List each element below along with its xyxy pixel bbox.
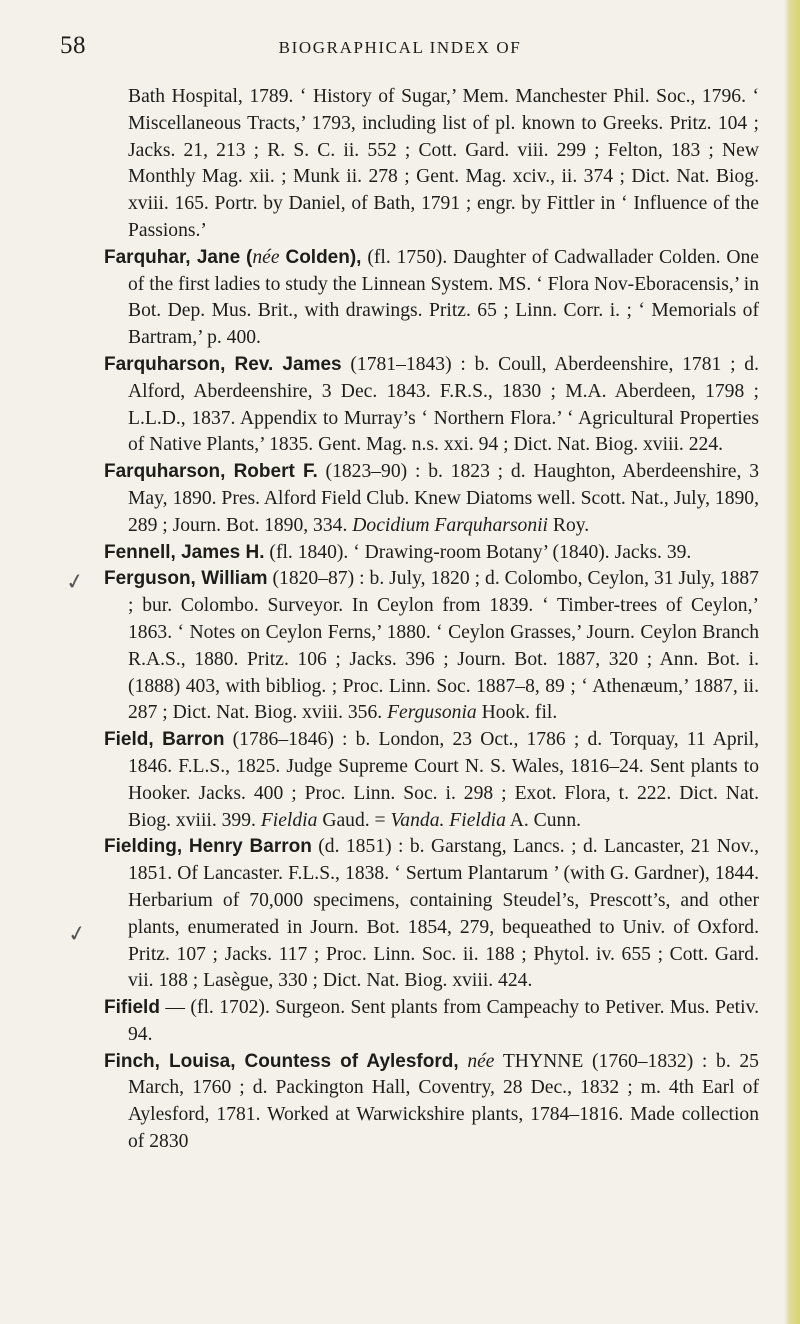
entry-text: — (fl. 1702). Surgeon. Sent plants from Campeachy to Petiver. Mus. Petiv. 94. (128, 997, 759, 1045)
entry-fennell-james (104, 540, 759, 567)
page-number: 58 (60, 32, 86, 59)
entry-fifield (104, 995, 759, 1049)
page-header (0, 32, 800, 62)
entry-ferguson-william (104, 566, 759, 727)
entry-text-end: THYNNE (1760–1832) : b. 25 March, 1760 ; d. Packington Hall, Coventry, 28 Dec., 1832 ; m. 4th Earl of Aylesford, 1781. Worked at Warwickshire plants, 1784–1816. Made collection of 2830 (128, 1050, 759, 1153)
entry-name: Fielding, Henry Barron (104, 836, 312, 858)
entry-text-end: Roy. (548, 514, 590, 536)
entry-name: Fennell, James H. (104, 541, 265, 563)
page-edge (784, 0, 800, 1324)
entry-farquharson-james (104, 352, 759, 459)
entry-text: (fl. 1840). ‘ Drawing-room Botany’ (1840). Jacks. 39. (264, 541, 692, 563)
entry-italic: née (467, 1050, 495, 1072)
entry-name: Ferguson, William (104, 568, 268, 590)
entry-text: (1786–1846) : b. London, 23 Oct., 1786 ; d. Torquay, 11 April, 1846. F.L.S., 1825. Judge Supreme Court N. S. Wales, 1816–24. Sent plants to Hooker. Jacks. 400 ; Proc. Linn. Soc. i. 298 ; Exot. Flora, t. 222. Dict. Nat. Biog. xviii. 399. (128, 729, 759, 831)
entry-name: Field, Barron (104, 729, 225, 751)
entry-field-barron (104, 727, 759, 834)
entry-name-paren: ( (246, 246, 253, 268)
running-head: BIOGRAPHICAL INDEX OF (278, 38, 522, 57)
entry-italic: Fergusonia (387, 702, 477, 724)
entry-text: Bath Hospital, 1789. ‘ History of Sugar,’ Mem. Manchester Phil. Soc., 1796. ‘ Miscellaneous Tracts,’ 1793, including list of pl. known to Greeks. Pritz. 104 ; Jacks. 21, 213 ; R. S. C. ii. 552 ; Cott. Gard. viii. 299 ; Felton, 183 ; New Monthly Mag. xii. ; Munk ii. 278 ; Gent. Mag. xciv., ii. 374 ; Dict. Nat. Biog. xviii. 165. Portr. by Daniel, of Bath, 1791 ; engr. by Fittler in ‘ Influence of the Passions.’ (128, 86, 759, 241)
entry-name: Farquharson, Robert F. (104, 461, 318, 483)
entry-text-end: Hook. fil. (476, 702, 558, 724)
entry-text: (1823–90) : b. 1823 ; d. Haughton, Aberdeenshire, 3 May, 1890. Pres. Alford Field Club. Knew Diatoms well. Scott. Nat., July, 1890, 289 ; Journ. Bot. 1890, 334. (128, 461, 759, 536)
entry-italic: Docidium Farquharsonii (352, 514, 549, 536)
entry-name: Farquharson, Rev. James (104, 353, 342, 375)
entry-name: Finch, Louisa, Countess of Aylesford, (104, 1050, 459, 1072)
entry-name: Fifield (104, 997, 160, 1019)
entry-finch-louisa (104, 1049, 759, 1156)
entry-name: Farquhar, Jane (104, 246, 241, 268)
entry-farquhar-jane (104, 245, 759, 352)
entry-text: (fl. 1750). Daughter of Cadwallader Colden. One of the first ladies to study the Linnean System. MS. ‘ Flora Nov-Eboracensis,’ in Bot. Dep. Mus. Brit., with drawings. Pritz. 65 ; Linn. Corr. i. ; ‘ Memorials of Bartram,’ p. 400. (128, 246, 760, 349)
entry-italic: Fieldia (260, 809, 318, 831)
entry-text (459, 1051, 468, 1072)
margin-tick-mark: ✓ (63, 568, 87, 597)
entry-fielding-henry (104, 834, 759, 995)
entry-italic-2: Vanda. Fieldia (390, 809, 506, 831)
entry-name-cont: Colden), (285, 246, 362, 268)
entry-continuation (104, 84, 759, 245)
entry-text: (d. 1851) : b. Garstang, Lancs. ; d. Lancaster, 21 Nov., 1851. Of Lancaster. F.L.S., 1838. ‘ Sertum Plantarum ’ (with G. Gardner), 1844. Herbarium of 70,000 specimens, containing Steudel’s, Prescott’s, and other plants, enumerated in Journ. Bot. 1854, 279, bequeathed to Univ. of Oxford. Pritz. 107 ; Jacks. 117 ; Proc. Linn. Soc. ii. 188 ; Phytol. iv. 655 ; Cott. Gard. vii. 188 ; Lasègue, 330 ; Dict. Nat. Biog. xviii. 424. (128, 836, 760, 992)
entry-farquharson-robert (104, 459, 759, 539)
entry-text-end: A. Cunn. (505, 809, 582, 831)
margin-tick-mark: ✓ (65, 920, 89, 949)
entry-text: (1820–87) : b. July, 1820 ; d. Colombo, Ceylon, 31 July, 1887 ; bur. Colombo. Surveyor. In Ceylon from 1839. ‘ Timber-trees of Ceylon,’ 1863. ‘ Notes on Ceylon Ferns,’ 1880. ‘ Ceylon Grasses,’ Journ. Ceylon Branch R.A.S., 1880. Pritz. 106 ; Jacks. 396 ; Journ. Bot. 1887, 320 ; Ann. Bot. i. (1888) 403, with bibliog. ; Proc. Linn. Soc. 1887–8, 89 ; ‘ Athenæum,’ 1887, ii. 287 ; Dict. Nat. Biog. xviii. 356. (128, 568, 759, 724)
entry-name-italic: née (252, 246, 280, 268)
entry-text-mid: Gaud. = (317, 809, 391, 831)
entry-text: (1781–1843) : b. Coull, Aberdeenshire, 1781 ; d. Alford, Aberdeenshire, 3 Dec. 1843. F.R.S., 1830 ; M.A. Aberdeen, 1798 ; L.L.D., 1837. Appendix to Murray’s ‘ Northern Flora.’ ‘ Agricultural Properties of Native Plants,’ 1835. Gent. Mag. n.s. xxi. 94 ; Dict. Nat. Biog. xviii. 224. (128, 353, 759, 456)
index-entries (104, 84, 759, 1156)
